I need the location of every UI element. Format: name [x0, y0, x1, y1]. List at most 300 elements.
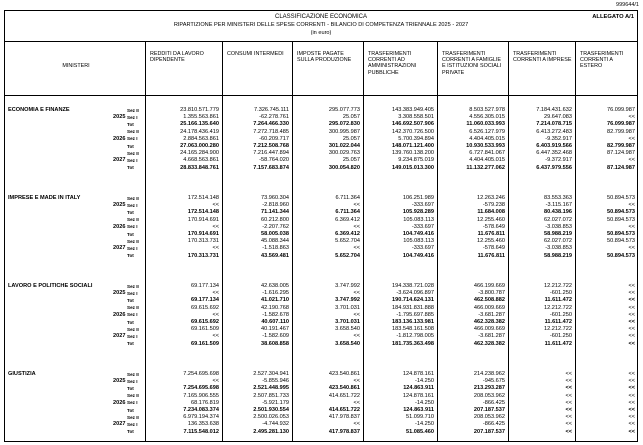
ministry-name: ECONOMIA E FINANZE [8, 107, 70, 113]
fiscal-year: 2026 [113, 135, 126, 142]
table-cell: << [628, 304, 635, 311]
table-cell: -2.818.960 [262, 202, 289, 209]
fiscal-year: 2027 [113, 333, 126, 340]
table-cell: 106.251.989 [402, 195, 434, 201]
table-cell: << [565, 428, 572, 435]
table-cell: 4.404.405.015 [469, 157, 505, 164]
table-cell: 208.053.962 [473, 414, 505, 421]
table-cell: << [628, 290, 635, 297]
table-cell: -14.250 [415, 399, 434, 406]
table-cell: 25.057 [342, 135, 360, 142]
table-cell: << [565, 378, 572, 385]
section-label: Tot [127, 386, 134, 391]
table-cell: 414.651.722 [328, 407, 360, 413]
fiscal-year: 2025 [113, 202, 126, 209]
table-cell: 149.015.013.300 [392, 164, 434, 171]
table-cell: 104.749.416 [402, 231, 434, 237]
table-cell: -333.697 [411, 202, 434, 209]
table-cell: 184.931.831.888 [392, 304, 434, 311]
section-label: Sez II [127, 393, 139, 399]
table-cell: -945.675 [482, 378, 505, 385]
table-cell: 7.212.508.768 [253, 143, 289, 149]
table-cell: 11.611.472 [544, 340, 572, 347]
table-cell: << [628, 135, 635, 142]
section-label: Sez I [127, 158, 138, 163]
fiscal-year: 2027 [113, 421, 126, 428]
section-label: Tot [127, 122, 134, 127]
table-cell: 62.027.072 [544, 238, 572, 245]
table-cell: 3.747.992 [335, 297, 360, 304]
table-cell: 87.124.987 [607, 164, 635, 171]
table-cell: 82.799.987 [607, 128, 635, 135]
attachment-label: ALLEGATO A/1 [592, 14, 634, 20]
table-cell: 42.190.768 [261, 304, 289, 311]
table-cell: -58.764.020 [259, 157, 289, 164]
table-cell: -1.582.678 [262, 311, 289, 318]
table-cell: 170.313.731 [187, 238, 219, 245]
table-cell: 2.501.930.554 [253, 407, 289, 413]
table-cell: 7.272.718.485 [253, 128, 289, 135]
table-cell: -333.697 [411, 223, 434, 230]
section-label: Sez II [127, 238, 139, 244]
fiscal-year: 2027 [113, 157, 126, 164]
table-cell: 82.799.987 [607, 143, 635, 149]
table-cell: -3.624.096.897 [396, 290, 434, 297]
table-cell: 7.184.431.632 [536, 107, 572, 113]
table-cell: 7.264.466.330 [253, 121, 289, 128]
section-label: Tot [127, 165, 134, 171]
table-cell: 23.810.571.779 [180, 107, 219, 113]
table-cell: 25.166.135.640 [180, 121, 219, 128]
column-header-intermediate-consumption: CONSUMI INTERMEDI [222, 41, 292, 95]
table-cell: 76.099.987 [607, 107, 635, 113]
table-cell: 462.328.382 [473, 319, 505, 325]
table-cell: 41.021.710 [261, 297, 289, 304]
table-cell: 50.894.573 [607, 216, 635, 223]
table-cell: 11.676.811 [477, 252, 505, 259]
column-header-production-taxes: IMPOSTE PAGATE SULLA PRODUZIONE [292, 41, 363, 95]
table-cell: 142.370.726.500 [392, 128, 434, 135]
table-cell: << [212, 202, 219, 209]
table-cell: 190.714.624.131 [392, 297, 434, 304]
column-header-transfers-public-admin: TRASFERIMENTI CORRENTI AD AMMINISTRAZIONI PUBBLICHE [363, 41, 437, 95]
section-label: Tot [127, 407, 134, 413]
table-cell: 69.161.509 [191, 326, 219, 333]
table-cell: 62.027.072 [544, 216, 572, 223]
table-cell: 7.157.683.874 [253, 164, 289, 171]
section-label: Tot [127, 231, 134, 237]
table-cell: << [565, 414, 572, 421]
table-cell: 2.527.304.941 [253, 371, 289, 377]
table-cell: << [353, 290, 360, 297]
table-cell: 170.914.691 [187, 231, 219, 237]
section-label: Sez I [127, 290, 138, 296]
table-cell: 50.894.573 [607, 238, 635, 245]
table-cell: << [212, 311, 219, 318]
spending-table [4, 10, 638, 442]
section-label: Sez II [127, 129, 139, 135]
fiscal-year: 2026 [113, 399, 126, 406]
table-cell: -14.250 [415, 421, 434, 428]
column-header-transfers-abroad: TRASFERIMENTI CORRENTI A ESTERO [575, 41, 637, 95]
table-cell: 6.526.127.979 [469, 128, 505, 135]
table-cell: -601.250 [549, 311, 572, 318]
table-units: (in euro) [310, 30, 332, 36]
table-cell: 69.177.134 [191, 297, 219, 304]
section-label: Sez I [127, 400, 138, 406]
table-cell: 2.884.563.861 [183, 135, 219, 142]
section-label: Sez I [127, 422, 138, 427]
table-cell: 3.701.031 [335, 319, 360, 325]
table-cell: 214.238.962 [473, 371, 505, 377]
table-cell: << [212, 290, 219, 297]
table-cell: 12.212.722 [544, 326, 572, 333]
table-cell: << [353, 421, 360, 428]
table-cell: << [565, 399, 572, 406]
table-cell: << [628, 157, 635, 164]
column-divider [437, 95, 438, 441]
column-header-transfers-businesses: TRASFERIMENTI CORRENTI A IMPRESE [508, 41, 575, 95]
table-cell: 50.894.573 [607, 195, 635, 201]
section-label: Tot [127, 341, 134, 347]
section-label: Sez II [127, 195, 139, 201]
table-cell: 7.326.745.111 [254, 107, 289, 113]
section-label: Tot [127, 143, 134, 149]
table-cell: 73.960.304 [261, 195, 289, 201]
table-cell: << [628, 283, 635, 289]
column-divider [145, 95, 146, 441]
table-cell: 6.727.841.067 [469, 150, 505, 157]
table-cell: 51.085.460 [406, 428, 434, 435]
table-cell: << [628, 407, 635, 413]
table-cell: 29.647.083 [544, 114, 572, 121]
table-cell: 69.615.692 [191, 304, 219, 311]
table-cell: 124.878.161 [402, 392, 434, 399]
table-cell: 136.353.638 [187, 421, 219, 428]
table-cell: 11.060.033.993 [466, 121, 505, 128]
fiscal-year: 2025 [113, 114, 126, 121]
table-cell: 6.437.979.556 [536, 164, 572, 171]
section-label: Sez I [127, 246, 138, 251]
table-cell: << [628, 340, 635, 347]
table-cell: << [353, 202, 360, 209]
document-reference: 999644/1 [616, 2, 639, 8]
table-cell: 38.608.858 [261, 340, 289, 347]
table-cell: 60.212.800 [261, 216, 289, 223]
table-cell: -2.207.762 [262, 223, 289, 230]
table-cell: 11.676.811 [477, 231, 505, 237]
table-cell: 83.553.363 [544, 195, 572, 201]
column-header-wages: REDDITI DA LAVORO DIPENDENTE [145, 41, 222, 95]
table-cell: 300.054.820 [328, 164, 360, 171]
table-cell: 183.548.161.508 [392, 326, 434, 333]
table-cell: -4.744.932 [262, 421, 289, 428]
table-cell: 87.124.987 [607, 150, 635, 157]
table-cell: 194.338.721.028 [392, 283, 434, 289]
ministry-name: LAVORO E POLITICHE SOCIALI [8, 283, 93, 289]
section-label: Sez I [127, 202, 138, 208]
table-cell: -601.250 [549, 290, 572, 297]
table-cell: 11.611.472 [544, 297, 572, 304]
table-cell: 143.383.949.405 [392, 107, 434, 113]
table-cell: << [628, 421, 635, 428]
table-cell: 3.701.031 [335, 304, 360, 311]
table-cell: << [353, 399, 360, 406]
table-cell: 2.500.026.053 [253, 414, 289, 421]
table-cell: << [628, 245, 635, 252]
table-cell: 12.212.722 [544, 304, 572, 311]
table-title: CLASSIFICAZIONE ECONOMICA [274, 14, 367, 20]
table-cell: 105.083.113 [403, 216, 434, 223]
table-cell: 6.711.364 [335, 195, 360, 201]
section-label: Tot [127, 253, 134, 259]
table-cell: << [565, 385, 572, 392]
column-divider [292, 95, 293, 441]
table-cell: << [628, 428, 635, 435]
table-cell: << [628, 333, 635, 340]
table-cell: 76.099.987 [607, 121, 635, 128]
table-cell: -3.800.787 [478, 290, 505, 297]
table-cell: 11.684.008 [477, 209, 505, 216]
table-cell: << [628, 319, 635, 325]
section-label: Sez I [127, 334, 138, 339]
table-cell: -5.855.946 [262, 378, 289, 385]
table-cell: 5.652.704 [335, 252, 360, 259]
table-cell: 80.438.196 [544, 209, 572, 216]
table-cell: -3.681.287 [478, 333, 505, 340]
table-cell: << [628, 414, 635, 421]
table-cell: 124.863.911 [403, 385, 434, 392]
table-cell: 417.978.837 [328, 428, 360, 435]
table-cell: 10.930.533.993 [466, 143, 505, 149]
table-cell: -5.921.179 [262, 399, 289, 406]
table-cell: -1.518.863 [262, 245, 289, 252]
table-cell: << [628, 385, 635, 392]
section-label: Tot [127, 298, 134, 303]
table-cell: 172.514.148 [187, 195, 219, 201]
table-cell: 12.212.722 [544, 283, 572, 289]
column-header-row [5, 41, 637, 96]
table-cell: 4.404.405.015 [469, 135, 505, 142]
table-cell: 300.995.987 [328, 128, 360, 135]
table-cell: 71.141.344 [261, 209, 289, 216]
table-cell: -3.681.287 [478, 311, 505, 318]
table-cell: 295.077.773 [328, 107, 360, 113]
table-cell: 40.191.467 [261, 326, 289, 333]
table-cell: 4.668.563.861 [183, 157, 219, 164]
table-cell: << [353, 245, 360, 252]
table-cell: 69.161.509 [191, 340, 219, 347]
table-cell: 462.508.882 [473, 297, 505, 304]
ministry-name: GIUSTIZIA [8, 371, 36, 377]
table-cell: << [628, 297, 635, 304]
table-cell: 423.540.861 [328, 385, 360, 392]
ministry-name: IMPRESE E MADE IN ITALY [8, 195, 81, 201]
table-cell: << [353, 223, 360, 230]
fiscal-year: 2025 [113, 378, 126, 385]
table-cell: 105.928.289 [402, 209, 434, 216]
table-cell: 11.132.277.062 [466, 164, 505, 171]
column-header-transfers-families: TRASFERIMENTI CORRENTI A FAMIGLIE E ISTITUZIONI SOCIALI PRIVATE [437, 41, 508, 95]
section-label: Sez II [127, 107, 139, 113]
column-header-ministries: MINISTERI [62, 63, 90, 69]
section-label: Tot [127, 210, 134, 215]
table-cell: << [353, 311, 360, 318]
table-cell: << [628, 223, 635, 230]
column-divider [508, 95, 509, 441]
table-cell: << [628, 326, 635, 333]
table-cell: 9.234.875.019 [398, 157, 434, 164]
table-cell: << [628, 202, 635, 209]
table-cell: -14.250 [415, 378, 434, 385]
table-cell: 7.254.695.698 [183, 385, 219, 392]
table-cell: 25.057 [342, 114, 360, 121]
section-label: Sez I [127, 378, 138, 384]
table-cell: 24.178.436.419 [180, 128, 219, 135]
table-cell: 50.894.573 [607, 252, 635, 259]
fiscal-year: 2025 [113, 290, 126, 297]
fiscal-year: 2026 [113, 311, 126, 318]
table-cell: 6.413.272.483 [536, 128, 572, 135]
table-cell: 170.313.731 [187, 252, 219, 259]
table-cell: 300.029.763 [328, 150, 360, 157]
table-cell: 12.255.460 [477, 238, 505, 245]
table-cell: 50.894.573 [607, 231, 635, 237]
table-cell: 466.199.669 [473, 283, 505, 289]
table-cell: -9.352.917 [545, 135, 572, 142]
table-cell: 105.083.113 [403, 238, 434, 245]
table-cell: 51.099.710 [406, 414, 434, 421]
table-cell: << [565, 371, 572, 377]
table-cell: 146.692.507.906 [392, 121, 434, 128]
table-cell: 414.651.722 [328, 392, 360, 399]
table-cell: 6.711.364 [335, 209, 360, 216]
table-cell: 3.658.540 [335, 340, 360, 347]
table-cell: 417.978.837 [328, 414, 360, 421]
table-cell: 7.234.083.374 [183, 407, 219, 413]
section-label: Sez I [127, 224, 138, 230]
table-cell: 124.863.911 [403, 407, 434, 413]
column-divider [363, 95, 364, 441]
table-cell: 466.009.669 [473, 304, 505, 311]
table-cell: 40.607.110 [261, 319, 289, 325]
table-cell: 6.369.412 [335, 231, 360, 237]
section-label: Sez II [127, 150, 139, 156]
table-cell: -3.115.167 [545, 202, 572, 209]
table-cell: 1.355.563.861 [183, 114, 219, 121]
table-cell: 124.878.161 [402, 371, 434, 377]
table-cell: << [628, 378, 635, 385]
table-cell: 11.611.472 [544, 319, 572, 325]
table-cell: 139.760.138.200 [392, 150, 434, 157]
table-cell: -601.250 [549, 333, 572, 340]
table-cell: 43.569.481 [261, 252, 289, 259]
table-cell: 68.176.819 [191, 399, 219, 406]
column-divider [575, 95, 576, 441]
section-label: Tot [127, 319, 134, 325]
table-cell: 2.495.281.130 [253, 428, 289, 435]
table-cell: 172.514.148 [187, 209, 219, 216]
table-cell: 7.254.695.698 [183, 371, 219, 377]
fiscal-year: 2027 [113, 245, 126, 252]
table-cell: -60.209.717 [259, 135, 289, 142]
table-cell: 45.088.344 [261, 238, 289, 245]
table-cell: -1.616.295 [262, 290, 289, 297]
table-cell: 3.658.540 [335, 326, 360, 333]
table-cell: 42.638.005 [261, 283, 289, 289]
table-cell: -62.278.761 [259, 114, 289, 121]
table-cell: 208.053.962 [473, 392, 505, 399]
table-cell: -1.582.609 [262, 333, 289, 340]
table-cell: -3.038.853 [545, 223, 572, 230]
table-cell: 423.540.861 [328, 371, 360, 377]
table-cell: << [565, 421, 572, 428]
section-label: Sez II [127, 217, 139, 223]
table-cell: 58.988.219 [544, 231, 572, 237]
table-cell: << [565, 392, 572, 399]
table-cell: 8.503.527.978 [469, 107, 505, 113]
table-cell: 301.022.044 [328, 143, 360, 149]
table-cell: 6.369.412 [335, 216, 360, 223]
table-cell: 466.009.669 [473, 326, 505, 333]
section-label: Sez II [127, 414, 139, 420]
table-cell: 5.700.394.894 [398, 135, 434, 142]
table-cell: 24.165.284.900 [180, 150, 219, 157]
table-cell: 69.615.692 [191, 319, 219, 325]
table-cell: 3.308.558.501 [398, 114, 434, 121]
table-cell: 2.507.851.733 [253, 392, 289, 399]
section-label: Sez I [127, 312, 138, 318]
table-cell: 6.403.919.566 [536, 143, 572, 149]
table-cell: -3.038.853 [545, 245, 572, 252]
table-cell: -866.425 [482, 399, 505, 406]
table-cell: -9.372.917 [545, 157, 572, 164]
table-cell: 6.979.194.374 [183, 414, 219, 421]
fiscal-year: 2026 [113, 223, 126, 230]
table-cell: 27.063.000.280 [180, 143, 219, 149]
table-cell: << [628, 114, 635, 121]
table-cell: 7.214.078.715 [536, 121, 572, 128]
table-cell: 28.833.848.761 [180, 164, 219, 171]
table-cell: 295.072.830 [328, 121, 360, 128]
table-cell: 7.216.447.894 [253, 150, 289, 157]
table-cell: << [628, 392, 635, 399]
section-label: Sez II [127, 326, 139, 332]
table-cell: 181.735.363.498 [392, 340, 434, 347]
table-cell: 213.293.287 [473, 385, 505, 392]
table-cell: 3.747.992 [335, 283, 360, 289]
table-cell: 58.988.219 [544, 252, 572, 259]
table-cell: 183.136.133.981 [392, 319, 434, 325]
table-subtitle: RIPARTIZIONE PER MINISTERI DELLE SPESE CORRENTI - BILANCIO DI COMPETENZA TRIENNALE 2025 - 2027 [173, 22, 469, 28]
table-cell: 148.071.121.400 [392, 143, 434, 149]
table-cell: << [212, 245, 219, 252]
table-cell: 58.005.038 [261, 231, 289, 237]
table-cell: << [353, 378, 360, 385]
section-label: Sez II [127, 371, 139, 377]
table-cell: 4.556.305.015 [469, 114, 505, 121]
table-cell: 207.187.537 [473, 407, 505, 413]
table-cell: 12.263.246 [477, 195, 505, 201]
section-label: Sez II [127, 283, 139, 289]
section-label: Sez I [127, 114, 138, 120]
table-cell: -1.812.798.005 [396, 333, 434, 340]
table-cell: << [628, 311, 635, 318]
section-label: Sez I [127, 136, 138, 142]
section-label: Tot [127, 429, 134, 435]
column-divider [222, 95, 223, 441]
table-cell: 462.328.382 [473, 340, 505, 347]
